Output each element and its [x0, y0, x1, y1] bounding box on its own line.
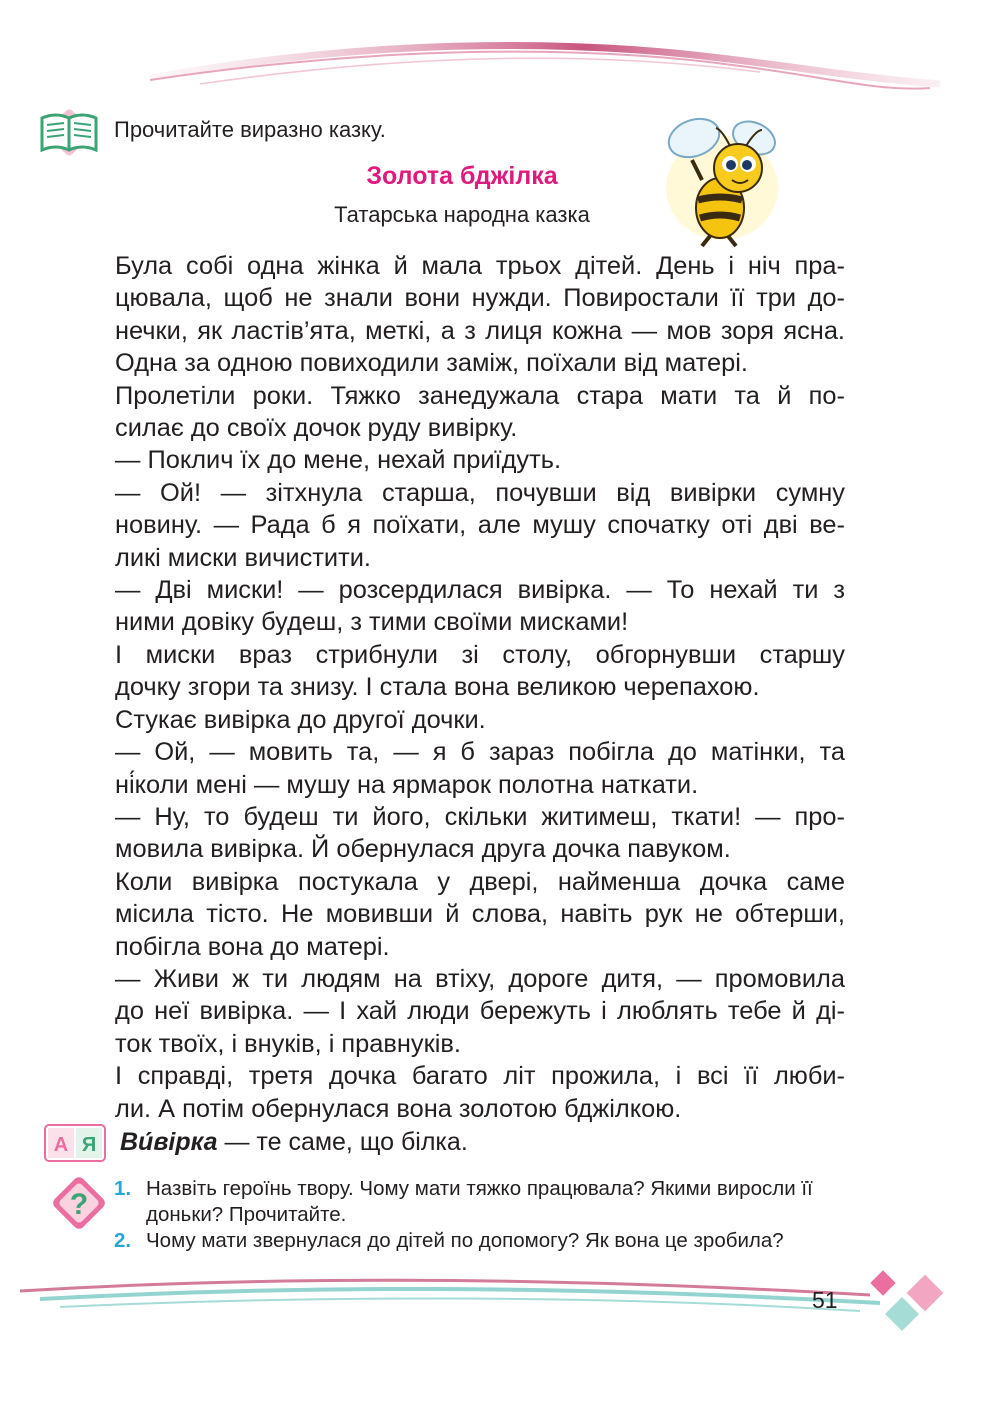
- story-line: — Ну, то будеш ти його, скільки житимеш, ткати! — про-: [115, 802, 845, 831]
- story-title: Золота бджілка: [366, 162, 558, 190]
- story-line: — Ой! — зітхнула старша, почувши від вивірки сумну: [115, 478, 845, 507]
- paragraph: [80, 639, 845, 704]
- story-line: Одна за одною повиходили заміж, поїхали від матері.: [115, 349, 748, 378]
- question-badge-glyph: ?: [69, 1188, 89, 1221]
- question-mark-icon: [50, 1172, 108, 1234]
- story-line: Стукає вивірка до другої дочки.: [115, 705, 486, 734]
- story-line: ні́коли мені — мушу на ярмарок полотна наткати.: [115, 770, 699, 799]
- paragraph: [80, 380, 845, 445]
- story-line: нечки, як ластів’ята, меткі, а з лиця кожна — мов зоря ясна.: [115, 316, 845, 345]
- story-line: І миски враз стрибнули зі столу, обгорнувши старшу: [115, 640, 845, 669]
- badge-letter-ya: Я: [81, 1134, 97, 1156]
- question-number: 1.: [114, 1177, 132, 1200]
- story-line: — Дві миски! — розсердилася вивірка. — То нехай ти з: [115, 576, 845, 605]
- story-line: — Живи ж ти людям на втіху, дороге дитя, — промовила: [115, 964, 845, 993]
- story-line: ток твоїх, і внуків, і правнуків.: [115, 1029, 461, 1058]
- diamond-decoration: [866, 1268, 956, 1338]
- paragraph: [80, 1060, 845, 1125]
- story-line: ликі миски вичистити.: [115, 543, 371, 572]
- story-line: місила тісто. Не мовивши й слова, навіть рук не обтерши,: [115, 900, 845, 929]
- badge-letter-a: А: [53, 1134, 69, 1156]
- story-line: цювала, щоб не знали вони нужди. Повиростали її три до-: [115, 284, 845, 313]
- question-item: [114, 1228, 849, 1254]
- golden-bee-illustration: [662, 108, 782, 248]
- vocabulary-note: [120, 1126, 468, 1158]
- paragraph: [80, 866, 845, 963]
- paragraph: [80, 736, 845, 801]
- paragraph: [80, 704, 845, 736]
- story-line: Коли вивірка постукала у двері, найменша дочка саме: [115, 867, 845, 896]
- story-text: [80, 250, 845, 1125]
- footer-swoosh-decoration: [0, 1255, 992, 1335]
- paragraph: [80, 574, 845, 639]
- story-line: ними довіку будеш, з тими своїми мисками!: [115, 608, 629, 637]
- story-line: до неї вивірка. — І хай люди бережуть і люблять тебе й ді-: [115, 997, 845, 1026]
- story-line: Була собі одна жінка й мала трьох дітей. День і ніч пра-: [115, 252, 845, 280]
- paragraph: [80, 250, 845, 380]
- story-line: — Ой, — мовить та, — я б зараз побігла до матінки, та: [115, 738, 845, 767]
- vocab-term: Ви́вірка: [120, 1128, 218, 1156]
- open-book-icon: [38, 108, 100, 158]
- dictionary-badge-icon: [44, 1124, 106, 1162]
- story-line: силає до своїх дочок руду вивірку.: [115, 414, 518, 443]
- question-item: [114, 1176, 849, 1228]
- story-line: новину. — Рада б я поїхати, але мушу спочатку оті дві ве-: [115, 511, 845, 540]
- story-line: побігла вона до матері.: [115, 932, 390, 961]
- question-number: 2.: [114, 1229, 132, 1252]
- story-subtitle: Татарська народна казка: [334, 202, 590, 227]
- questions-list: [114, 1176, 849, 1254]
- paragraph: [80, 801, 845, 866]
- story-line: мовила вивірка. Й обернулася друга дочка павуком.: [115, 835, 731, 864]
- story-line: — Поклич їх до мене, нехай приїдуть.: [115, 446, 561, 475]
- paragraph: [80, 963, 845, 1060]
- story-line: ли. А потім обернулася вона золотою бджілкою.: [115, 1094, 682, 1123]
- vocab-definition: — те саме, що білка.: [217, 1128, 468, 1156]
- reading-instruction: Прочитайте виразно казку.: [114, 117, 386, 142]
- question-text: Чому мати звернулася до дітей по допомогу? Як вона це зробила?: [146, 1229, 784, 1252]
- story-line: І справді, третя дочка багато літ прожила, і всі її люби-: [115, 1062, 845, 1091]
- story-line: Пролетіли роки. Тяжко занедужала стара мати та й по-: [115, 381, 845, 410]
- page-number: 51: [812, 1287, 838, 1313]
- paragraph: [80, 477, 845, 574]
- question-text: Назвіть героїнь твору. Чому мати тяжко працювала? Якими виросли її доньки? Прочитайте.: [146, 1177, 813, 1226]
- story-line: дочку згори та знизу. І стала вона великою черепахою.: [115, 673, 760, 702]
- paragraph: [80, 444, 845, 476]
